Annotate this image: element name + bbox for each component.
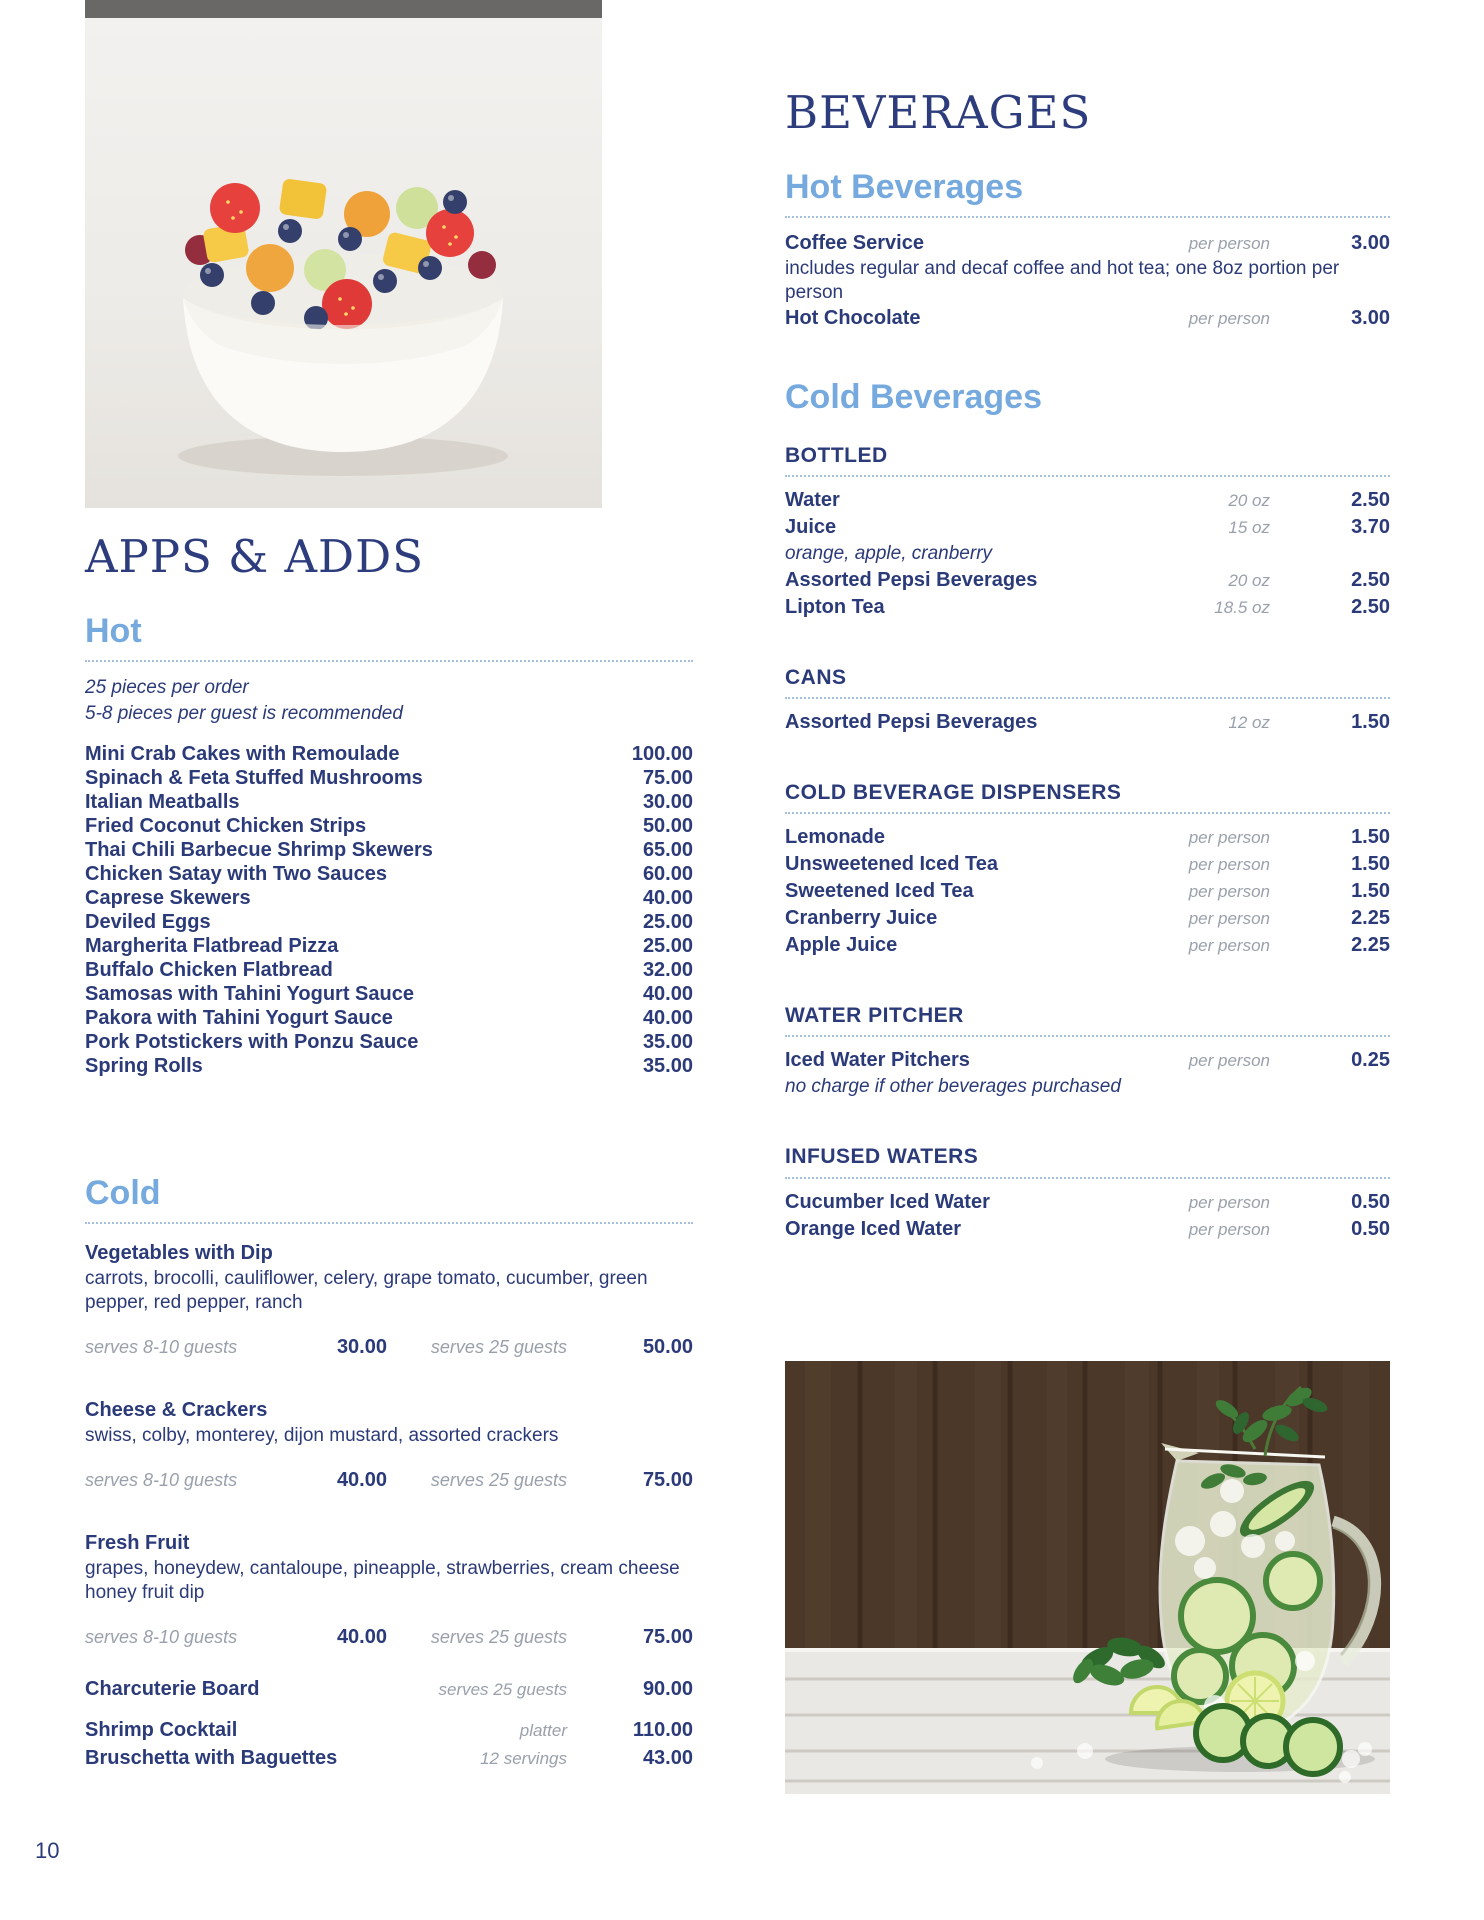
hot-beverages-list — [785, 230, 1390, 332]
menu-item-row — [785, 932, 1390, 959]
beverage-section — [785, 443, 1390, 621]
item-description: carrots, brocolli, cauliflower, celery, grape tomato, cucumber, green pepper, red pepper, ranch — [85, 1267, 648, 1313]
serving-price: 40.00 — [336, 1468, 387, 1491]
item-unit: serves 25 guests — [438, 1679, 567, 1699]
menu-item-row — [785, 487, 1390, 514]
item-price: 100.00 — [631, 742, 693, 765]
item-price: 25.00 — [642, 934, 693, 957]
item-name: Lemonade — [785, 826, 886, 849]
beverage-item — [785, 709, 1390, 736]
menu-item-row — [785, 851, 1390, 878]
cold-beverages-sections — [785, 443, 1390, 1243]
item-price: 35.00 — [642, 1030, 693, 1053]
menu-item-row — [85, 1746, 693, 1771]
item-unit: per person — [1188, 936, 1270, 956]
item-unit: per person — [1188, 828, 1270, 848]
menu-item-row — [785, 1047, 1390, 1074]
item-name: Water — [785, 488, 840, 511]
dotted-rule — [85, 1222, 693, 1224]
item-name: Mini Crab Cakes with Remoulade — [85, 742, 400, 765]
beverage-items-list — [785, 1189, 1390, 1243]
item-unit: 12 oz — [1228, 713, 1270, 733]
dotted-rule — [785, 1177, 1390, 1179]
beverage-item — [785, 567, 1390, 594]
menu-item-row — [785, 709, 1390, 736]
item-unit: 20 oz — [1228, 570, 1270, 590]
beverage-item — [785, 1047, 1390, 1100]
fruit-bowl-illustration — [85, 18, 602, 508]
item-price: 65.00 — [642, 838, 693, 861]
item-name: Italian Meatballs — [85, 790, 240, 813]
item-name: Caprese Skewers — [85, 886, 251, 909]
item-price: 1.50 — [1351, 711, 1390, 734]
cold-platter-item — [85, 1242, 693, 1359]
serving-label: serves 8-10 guests — [85, 1626, 238, 1647]
page-number: 10 — [35, 1838, 60, 1863]
item-name: Thai Chili Barbecue Shrimp Skewers — [85, 838, 433, 861]
right-column — [785, 88, 1390, 1794]
menu-item-row — [85, 790, 693, 814]
cold-simple-list — [85, 1677, 693, 1771]
dotted-rule — [785, 1035, 1390, 1037]
beverage-item — [785, 230, 1390, 305]
item-price: 30.00 — [642, 790, 693, 813]
item-name: Margherita Flatbread Pizza — [85, 934, 339, 957]
item-name: Spinach & Feta Stuffed Mushrooms — [85, 766, 423, 789]
fruit-bowl-photo — [85, 0, 602, 508]
beverage-item — [785, 851, 1390, 878]
item-name: Juice — [785, 515, 837, 538]
item-price: 25.00 — [642, 910, 693, 933]
dotted-rule — [785, 812, 1390, 814]
item-unit: per person — [1188, 1192, 1270, 1212]
item-name: Charcuterie Board — [85, 1677, 260, 1700]
apps-and-adds-title: APPS & ADDS — [85, 530, 425, 583]
hot-beverages-section — [785, 168, 1390, 332]
item-unit: per person — [1188, 308, 1270, 328]
item-name: Assorted Pepsi Beverages — [785, 711, 1038, 734]
serving-label: serves 25 guests — [430, 1626, 567, 1647]
item-description: includes regular and decaf coffee and hot tea; one 8oz portion per person — [785, 257, 1340, 303]
pitcher-illustration — [785, 1361, 1390, 1794]
beverage-item — [785, 878, 1390, 905]
beverage-section-header: INFUSED WATERS — [785, 1145, 979, 1169]
item-name: Fried Coconut Chicken Strips — [85, 814, 367, 837]
beverage-item — [785, 932, 1390, 959]
item-price: 50.00 — [642, 814, 693, 837]
item-unit: per person — [1188, 909, 1270, 929]
item-price: 3.70 — [1351, 515, 1390, 538]
item-name: Pakora with Tahini Yogurt Sauce — [85, 1006, 393, 1029]
menu-item-row — [85, 766, 693, 790]
item-description: orange, apple, cranberry — [785, 542, 993, 564]
menu-item-row — [85, 886, 693, 910]
hot-notes — [85, 675, 693, 727]
hot-apps-section — [85, 612, 693, 1078]
item-name: Fresh Fruit — [85, 1531, 190, 1554]
item-unit: per person — [1188, 1219, 1270, 1239]
dotted-rule — [85, 660, 693, 662]
item-price: 110.00 — [632, 1718, 693, 1741]
menu-item-row — [785, 305, 1390, 332]
item-name: Chicken Satay with Two Sauces — [85, 862, 387, 885]
item-name: Orange Iced Water — [785, 1217, 961, 1240]
item-price: 90.00 — [642, 1677, 693, 1700]
beverage-item — [785, 514, 1390, 567]
menu-item-row — [85, 742, 693, 766]
serving-label: serves 8-10 guests — [85, 1469, 238, 1490]
menu-item-row — [785, 824, 1390, 851]
menu-item-row — [85, 934, 693, 958]
menu-item-row — [785, 905, 1390, 932]
item-unit: 12 servings — [480, 1748, 567, 1768]
left-column — [85, 0, 693, 1771]
dotted-rule — [785, 475, 1390, 477]
beverage-items-list — [785, 709, 1390, 736]
item-description: no charge if other beverages purchased — [785, 1076, 1121, 1098]
dotted-rule — [785, 216, 1390, 218]
item-price: 3.00 — [1351, 306, 1390, 329]
hot-note-line: 25 pieces per order — [85, 676, 249, 698]
item-unit: 20 oz — [1228, 490, 1270, 510]
beverage-items-list — [785, 1047, 1390, 1100]
beverages-title: BEVERAGES — [785, 86, 1092, 139]
beverage-item — [785, 1216, 1390, 1243]
serving-row — [85, 1625, 693, 1649]
item-price: 60.00 — [642, 862, 693, 885]
item-price: 40.00 — [642, 1006, 693, 1029]
hot-items-list — [85, 742, 693, 1078]
item-price: 35.00 — [642, 1054, 693, 1077]
item-name: Cheese & Crackers — [85, 1398, 268, 1421]
serving-price: 40.00 — [336, 1625, 387, 1648]
item-name: Lipton Tea — [785, 595, 885, 618]
hot-beverages-heading: Hot Beverages — [785, 167, 1024, 206]
beverage-item — [785, 487, 1390, 514]
serving-label: serves 8-10 guests — [85, 1336, 238, 1357]
serving-row — [85, 1468, 693, 1492]
item-price: 0.50 — [1351, 1217, 1390, 1240]
beverage-section — [785, 1144, 1390, 1242]
serving-label: serves 25 guests — [430, 1336, 567, 1357]
cold-apps-section — [85, 1174, 693, 1771]
serving-price: 75.00 — [642, 1625, 693, 1648]
item-description: grapes, honeydew, cantaloupe, pineapple, strawberries, cream cheese honey fruit dip — [85, 1557, 680, 1603]
item-name: Pork Potstickers with Ponzu Sauce — [85, 1030, 419, 1053]
item-unit: 18.5 oz — [1214, 597, 1270, 617]
item-unit: per person — [1188, 882, 1270, 902]
item-unit: per person — [1188, 855, 1270, 875]
beverage-items-list — [785, 824, 1390, 959]
item-name: Cranberry Juice — [785, 907, 938, 930]
item-unit: 15 oz — [1228, 517, 1270, 537]
menu-item-row — [85, 982, 693, 1006]
item-unit: per person — [1188, 1051, 1270, 1071]
item-name: Hot Chocolate — [785, 306, 921, 329]
menu-item-row — [785, 514, 1390, 541]
item-price: 0.25 — [1351, 1049, 1390, 1072]
beverage-section-header: COLD BEVERAGE DISPENSERS — [785, 781, 1122, 805]
item-name: Bruschetta with Baguettes — [85, 1746, 338, 1769]
item-price: 32.00 — [642, 958, 693, 981]
serving-price: 50.00 — [642, 1335, 693, 1358]
menu-item-row — [85, 1677, 693, 1702]
item-price: 1.50 — [1351, 853, 1390, 876]
beverage-item — [785, 905, 1390, 932]
item-name: Iced Water Pitchers — [785, 1049, 970, 1072]
serving-price: 30.00 — [336, 1335, 387, 1358]
item-price: 40.00 — [642, 886, 693, 909]
item-name: Spring Rolls — [85, 1054, 203, 1077]
item-price: 1.50 — [1351, 826, 1390, 849]
menu-item-row — [85, 814, 693, 838]
cold-heading: Cold — [85, 1173, 161, 1212]
item-unit: platter — [519, 1720, 567, 1740]
beverage-item — [785, 305, 1390, 332]
serving-label: serves 25 guests — [430, 1469, 567, 1490]
item-name: Buffalo Chicken Flatbread — [85, 958, 333, 981]
item-unit: per person — [1188, 233, 1270, 253]
beverage-section — [785, 665, 1390, 736]
item-name: Unsweetened Iced Tea — [785, 853, 999, 876]
item-price: 2.25 — [1351, 907, 1390, 930]
beverage-section-header: WATER PITCHER — [785, 1004, 964, 1028]
beverage-items-list — [785, 487, 1390, 621]
item-name: Sweetened Iced Tea — [785, 880, 974, 903]
item-price: 0.50 — [1351, 1190, 1390, 1213]
item-price: 40.00 — [642, 982, 693, 1005]
menu-item-row — [785, 230, 1390, 257]
item-price: 2.50 — [1351, 595, 1390, 618]
dotted-rule — [785, 697, 1390, 699]
beverage-item — [785, 594, 1390, 621]
cold-platter-item — [85, 1532, 693, 1649]
item-name: Assorted Pepsi Beverages — [785, 568, 1038, 591]
hot-heading: Hot — [85, 611, 142, 650]
beverage-section-header: CANS — [785, 665, 847, 689]
item-price: 43.00 — [642, 1746, 693, 1769]
item-price: 2.50 — [1351, 488, 1390, 511]
menu-item-row — [85, 1006, 693, 1030]
menu-item-row — [85, 910, 693, 934]
photo-top-bar — [85, 0, 602, 18]
cold-platter-list — [85, 1242, 693, 1649]
cold-beverages-heading: Cold Beverages — [785, 377, 1042, 416]
hot-note-line: 5-8 pieces per guest is recommended — [85, 702, 403, 724]
item-price: 2.25 — [1351, 934, 1390, 957]
beverage-section — [785, 1003, 1390, 1100]
item-price: 3.00 — [1351, 231, 1390, 254]
item-name: Coffee Service — [785, 231, 924, 254]
cold-platter-item — [85, 1399, 693, 1492]
beverage-section-header: BOTTLED — [785, 443, 888, 467]
menu-item-row — [85, 1718, 693, 1743]
serving-price: 75.00 — [642, 1468, 693, 1491]
serving-row — [85, 1335, 693, 1359]
item-name: Cucumber Iced Water — [785, 1190, 990, 1213]
beverage-section — [785, 780, 1390, 959]
item-price: 75.00 — [642, 766, 693, 789]
menu-item-row — [785, 1189, 1390, 1216]
menu-item-row — [785, 1216, 1390, 1243]
menu-item-row — [85, 1054, 693, 1078]
menu-item-row — [785, 567, 1390, 594]
item-name: Shrimp Cocktail — [85, 1718, 238, 1741]
item-name: Samosas with Tahini Yogurt Sauce — [85, 982, 414, 1005]
item-price: 2.50 — [1351, 568, 1390, 591]
menu-item-row — [85, 1030, 693, 1054]
beverage-item — [785, 1189, 1390, 1216]
menu-item-row — [85, 838, 693, 862]
infused-water-pitcher-photo — [785, 1361, 1390, 1794]
menu-item-row — [85, 862, 693, 886]
menu-item-row — [785, 594, 1390, 621]
item-description: swiss, colby, monterey, dijon mustard, assorted crackers — [85, 1424, 559, 1446]
menu-item-row — [785, 878, 1390, 905]
menu-item-row — [85, 958, 693, 982]
item-name: Deviled Eggs — [85, 910, 211, 933]
item-price: 1.50 — [1351, 880, 1390, 903]
item-name: Vegetables with Dip — [85, 1241, 273, 1264]
item-name: Apple Juice — [785, 934, 898, 957]
beverage-item — [785, 824, 1390, 851]
